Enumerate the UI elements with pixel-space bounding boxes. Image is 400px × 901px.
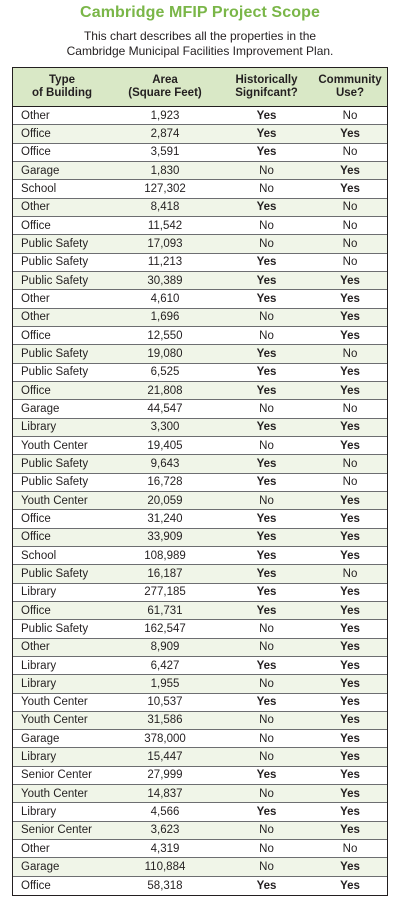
cell-building-type: Senior Center bbox=[21, 824, 92, 837]
cell-building-type: Youth Center bbox=[21, 439, 88, 452]
cell-community-use: Yes bbox=[340, 604, 360, 617]
table-row bbox=[13, 235, 387, 253]
cell-historic: No bbox=[259, 714, 274, 727]
table-row bbox=[13, 639, 387, 657]
cell-building-type: Public Safety bbox=[21, 567, 89, 580]
cell-area: 3,591 bbox=[150, 146, 180, 159]
cell-community-use: No bbox=[342, 842, 358, 855]
cell-community-use: Yes bbox=[340, 787, 360, 800]
cell-area: 12,550 bbox=[147, 329, 183, 342]
cell-building-type: Office bbox=[21, 329, 51, 342]
cell-historic: Yes bbox=[256, 879, 277, 892]
page-title: Cambridge MFIP Project Scope bbox=[80, 4, 320, 21]
cell-historic: No bbox=[259, 732, 274, 745]
column-header-community-line2: Use? bbox=[335, 87, 365, 99]
cell-area: 16,187 bbox=[147, 567, 183, 580]
cell-community-use: Yes bbox=[340, 329, 360, 342]
table-row bbox=[13, 712, 387, 730]
table-row bbox=[13, 547, 387, 565]
cell-building-type: Office bbox=[21, 512, 51, 525]
cell-historic: Yes bbox=[256, 347, 277, 360]
cell-community-use: Yes bbox=[340, 512, 360, 525]
cell-area: 108,989 bbox=[144, 549, 186, 562]
cell-historic: Yes bbox=[256, 366, 277, 379]
cell-area: 110,884 bbox=[144, 861, 186, 874]
column-header-type-line2: of Building bbox=[31, 87, 93, 99]
cell-community-use: Yes bbox=[340, 127, 360, 140]
table-row bbox=[13, 162, 387, 180]
cell-community-use: No bbox=[342, 219, 358, 232]
cell-building-type: Garage bbox=[21, 732, 60, 745]
cell-area: 21,808 bbox=[147, 384, 183, 397]
table-row bbox=[13, 125, 387, 143]
cell-building-type: Office bbox=[21, 531, 51, 544]
cell-historic: Yes bbox=[256, 696, 277, 709]
cell-building-type: School bbox=[21, 549, 57, 562]
table-row bbox=[13, 657, 387, 675]
table-row bbox=[13, 327, 387, 345]
table-row bbox=[13, 529, 387, 547]
cell-building-type: Garage bbox=[21, 402, 60, 415]
cell-building-type: Garage bbox=[21, 164, 60, 177]
cell-area: 19,080 bbox=[147, 347, 183, 360]
column-header-area bbox=[111, 74, 219, 100]
cell-historic: No bbox=[259, 861, 274, 874]
table-row bbox=[13, 382, 387, 400]
cell-community-use: Yes bbox=[340, 274, 360, 287]
cell-area: 33,909 bbox=[147, 531, 183, 544]
cell-historic: Yes bbox=[256, 769, 277, 782]
cell-area: 1,923 bbox=[150, 109, 180, 122]
cell-historic: Yes bbox=[256, 274, 277, 287]
table-row bbox=[13, 602, 387, 620]
table-row bbox=[13, 144, 387, 162]
cell-area: 11,213 bbox=[147, 256, 183, 269]
cell-historic: Yes bbox=[256, 549, 277, 562]
cell-area: 2,874 bbox=[150, 127, 180, 140]
cell-historic: No bbox=[259, 842, 274, 855]
cell-community-use: Yes bbox=[340, 677, 360, 690]
cell-area: 10,537 bbox=[147, 696, 183, 709]
table-body bbox=[13, 107, 387, 895]
cell-historic: Yes bbox=[256, 127, 277, 140]
cell-area: 378,000 bbox=[144, 732, 186, 745]
cell-area: 31,240 bbox=[147, 512, 183, 525]
cell-building-type: Public Safety bbox=[21, 622, 89, 635]
cell-building-type: Public Safety bbox=[21, 347, 89, 360]
cell-historic: Yes bbox=[256, 109, 277, 122]
cell-building-type: Library bbox=[21, 806, 57, 819]
cell-area: 4,610 bbox=[150, 292, 180, 305]
cell-community-use: No bbox=[342, 457, 358, 470]
cell-area: 44,547 bbox=[147, 402, 183, 415]
subtitle-line-1: This chart describes all the properties in the bbox=[83, 29, 317, 43]
cell-community-use: No bbox=[342, 146, 358, 159]
cell-building-type: Public Safety bbox=[21, 274, 89, 287]
page-subtitle bbox=[0, 29, 400, 58]
cell-community-use: Yes bbox=[340, 824, 360, 837]
cell-community-use: Yes bbox=[340, 622, 360, 635]
cell-area: 17,093 bbox=[147, 237, 183, 250]
cell-historic: Yes bbox=[256, 421, 277, 434]
cell-building-type: Youth Center bbox=[21, 494, 88, 507]
cell-area: 1,830 bbox=[150, 164, 180, 177]
cell-historic: No bbox=[259, 677, 274, 690]
column-header-community-line1: Community bbox=[318, 74, 382, 86]
cell-community-use: No bbox=[342, 347, 358, 360]
cell-area: 11,542 bbox=[147, 219, 183, 232]
cell-historic: No bbox=[259, 494, 274, 507]
cell-historic: Yes bbox=[256, 201, 277, 214]
table-row bbox=[13, 419, 387, 437]
cell-building-type: Youth Center bbox=[21, 787, 88, 800]
table-row bbox=[13, 858, 387, 876]
table-row bbox=[13, 492, 387, 510]
cell-historic: No bbox=[259, 329, 274, 342]
cell-building-type: Public Safety bbox=[21, 256, 89, 269]
cell-area: 8,418 bbox=[150, 201, 180, 214]
cell-community-use: Yes bbox=[340, 531, 360, 544]
table-row bbox=[13, 217, 387, 235]
table-header bbox=[13, 68, 387, 107]
table-row bbox=[13, 748, 387, 766]
cell-community-use: No bbox=[342, 476, 358, 489]
cell-community-use: Yes bbox=[340, 696, 360, 709]
table-row bbox=[13, 345, 387, 363]
cell-community-use: Yes bbox=[340, 751, 360, 764]
table-row bbox=[13, 620, 387, 638]
cell-building-type: Library bbox=[21, 586, 57, 599]
cell-historic: Yes bbox=[256, 457, 277, 470]
cell-building-type: Office bbox=[21, 384, 51, 397]
table-row bbox=[13, 254, 387, 272]
cell-building-type: Public Safety bbox=[21, 457, 89, 470]
table-row bbox=[13, 107, 387, 125]
cell-historic: No bbox=[259, 311, 274, 324]
table-row bbox=[13, 877, 387, 895]
table-row bbox=[13, 437, 387, 455]
cell-community-use: No bbox=[342, 201, 358, 214]
column-header-historic-line1: Historically bbox=[235, 74, 298, 86]
column-header-area-line1: Area bbox=[152, 74, 178, 86]
cell-building-type: Other bbox=[21, 109, 50, 122]
column-header-type-line1: Type bbox=[49, 74, 75, 86]
table-row bbox=[13, 510, 387, 528]
cell-historic: No bbox=[259, 439, 274, 452]
cell-community-use: No bbox=[342, 237, 358, 250]
cell-historic: No bbox=[259, 164, 274, 177]
table-row bbox=[13, 565, 387, 583]
table-row bbox=[13, 455, 387, 473]
table-row bbox=[13, 785, 387, 803]
table-row bbox=[13, 309, 387, 327]
table-row bbox=[13, 364, 387, 382]
cell-area: 16,728 bbox=[147, 476, 183, 489]
cell-area: 4,319 bbox=[150, 842, 180, 855]
column-header-historic-line2: Signifcant? bbox=[235, 87, 298, 99]
table-row bbox=[13, 474, 387, 492]
cell-community-use: No bbox=[342, 109, 358, 122]
cell-area: 30,389 bbox=[147, 274, 183, 287]
cell-area: 8,909 bbox=[150, 641, 180, 654]
cell-area: 4,566 bbox=[150, 806, 180, 819]
cell-building-type: Office bbox=[21, 127, 51, 140]
cell-area: 1,955 bbox=[150, 677, 180, 690]
table-row bbox=[13, 803, 387, 821]
cell-community-use: No bbox=[342, 402, 358, 415]
cell-historic: Yes bbox=[256, 567, 277, 580]
cell-area: 6,427 bbox=[150, 659, 180, 672]
cell-building-type: Office bbox=[21, 219, 51, 232]
cell-building-type: Library bbox=[21, 421, 57, 434]
cell-historic: No bbox=[259, 824, 274, 837]
cell-building-type: Youth Center bbox=[21, 696, 88, 709]
cell-building-type: Public Safety bbox=[21, 476, 89, 489]
cell-building-type: School bbox=[21, 182, 57, 195]
table-row bbox=[13, 272, 387, 290]
cell-community-use: Yes bbox=[340, 311, 360, 324]
cell-community-use: Yes bbox=[340, 714, 360, 727]
cell-community-use: Yes bbox=[340, 182, 360, 195]
column-header-type bbox=[13, 74, 111, 100]
cell-building-type: Public Safety bbox=[21, 366, 89, 379]
cell-building-type: Other bbox=[21, 842, 50, 855]
subtitle-line-2: Cambridge Municipal Facilities Improvement Plan. bbox=[66, 43, 334, 58]
cell-area: 27,999 bbox=[147, 769, 183, 782]
table-row bbox=[13, 730, 387, 748]
table-row bbox=[13, 675, 387, 693]
cell-community-use: Yes bbox=[340, 292, 360, 305]
table-row bbox=[13, 584, 387, 602]
cell-historic: Yes bbox=[256, 292, 277, 305]
cell-historic: Yes bbox=[256, 604, 277, 617]
column-header-historic bbox=[219, 74, 314, 100]
cell-historic: Yes bbox=[256, 531, 277, 544]
cell-area: 15,447 bbox=[147, 751, 183, 764]
cell-historic: No bbox=[259, 641, 274, 654]
cell-community-use: Yes bbox=[340, 366, 360, 379]
cell-community-use: Yes bbox=[340, 164, 360, 177]
cell-historic: No bbox=[259, 787, 274, 800]
cell-community-use: Yes bbox=[340, 586, 360, 599]
table-row bbox=[13, 180, 387, 198]
cell-building-type: Public Safety bbox=[21, 237, 89, 250]
cell-building-type: Office bbox=[21, 604, 51, 617]
cell-area: 58,318 bbox=[147, 879, 183, 892]
cell-community-use: Yes bbox=[340, 439, 360, 452]
cell-building-type: Garage bbox=[21, 861, 60, 874]
cell-historic: Yes bbox=[256, 476, 277, 489]
cell-historic: No bbox=[259, 622, 274, 635]
cell-area: 6,525 bbox=[150, 366, 180, 379]
cell-community-use: Yes bbox=[340, 549, 360, 562]
cell-historic: Yes bbox=[256, 806, 277, 819]
cell-community-use: Yes bbox=[340, 806, 360, 819]
cell-community-use: Yes bbox=[340, 641, 360, 654]
cell-area: 19,405 bbox=[147, 439, 183, 452]
cell-community-use: Yes bbox=[340, 384, 360, 397]
cell-area: 3,300 bbox=[150, 421, 180, 434]
cell-building-type: Other bbox=[21, 311, 50, 324]
cell-community-use: No bbox=[342, 567, 358, 580]
cell-building-type: Other bbox=[21, 201, 50, 214]
cell-area: 3,623 bbox=[150, 824, 180, 837]
cell-historic: No bbox=[259, 182, 274, 195]
cell-historic: Yes bbox=[256, 384, 277, 397]
cell-community-use: No bbox=[342, 256, 358, 269]
table-row bbox=[13, 840, 387, 858]
cell-area: 61,731 bbox=[147, 604, 183, 617]
cell-community-use: Yes bbox=[340, 861, 360, 874]
column-header-community bbox=[314, 74, 386, 100]
cell-community-use: Yes bbox=[340, 659, 360, 672]
cell-historic: Yes bbox=[256, 146, 277, 159]
cell-historic: No bbox=[259, 237, 274, 250]
cell-area: 162,547 bbox=[144, 622, 186, 635]
cell-community-use: Yes bbox=[340, 732, 360, 745]
table-row bbox=[13, 199, 387, 217]
column-header-area-line2: (Square Feet) bbox=[128, 87, 202, 99]
cell-historic: Yes bbox=[256, 256, 277, 269]
cell-area: 14,837 bbox=[147, 787, 183, 800]
cell-building-type: Other bbox=[21, 641, 50, 654]
table-row bbox=[13, 400, 387, 418]
cell-community-use: Yes bbox=[340, 494, 360, 507]
cell-building-type: Senior Center bbox=[21, 769, 92, 782]
cell-historic: Yes bbox=[256, 586, 277, 599]
table-row bbox=[13, 767, 387, 785]
cell-historic: No bbox=[259, 402, 274, 415]
cell-area: 127,302 bbox=[144, 182, 186, 195]
cell-community-use: Yes bbox=[340, 769, 360, 782]
cell-area: 1,696 bbox=[150, 311, 180, 324]
cell-building-type: Office bbox=[21, 146, 51, 159]
cell-community-use: Yes bbox=[340, 421, 360, 434]
cell-historic: No bbox=[259, 751, 274, 764]
cell-historic: Yes bbox=[256, 512, 277, 525]
cell-area: 9,643 bbox=[150, 457, 180, 470]
cell-building-type: Other bbox=[21, 292, 50, 305]
cell-area: 277,185 bbox=[144, 586, 186, 599]
project-scope-table bbox=[12, 67, 388, 896]
cell-building-type: Library bbox=[21, 659, 57, 672]
cell-building-type: Library bbox=[21, 677, 57, 690]
cell-building-type: Office bbox=[21, 879, 51, 892]
table-row bbox=[13, 694, 387, 712]
cell-historic: Yes bbox=[256, 659, 277, 672]
cell-historic: No bbox=[259, 219, 274, 232]
table-row bbox=[13, 290, 387, 308]
cell-building-type: Library bbox=[21, 751, 57, 764]
table-row bbox=[13, 822, 387, 840]
cell-building-type: Youth Center bbox=[21, 714, 88, 727]
cell-area: 20,059 bbox=[147, 494, 183, 507]
cell-area: 31,586 bbox=[147, 714, 183, 727]
cell-community-use: Yes bbox=[340, 879, 360, 892]
